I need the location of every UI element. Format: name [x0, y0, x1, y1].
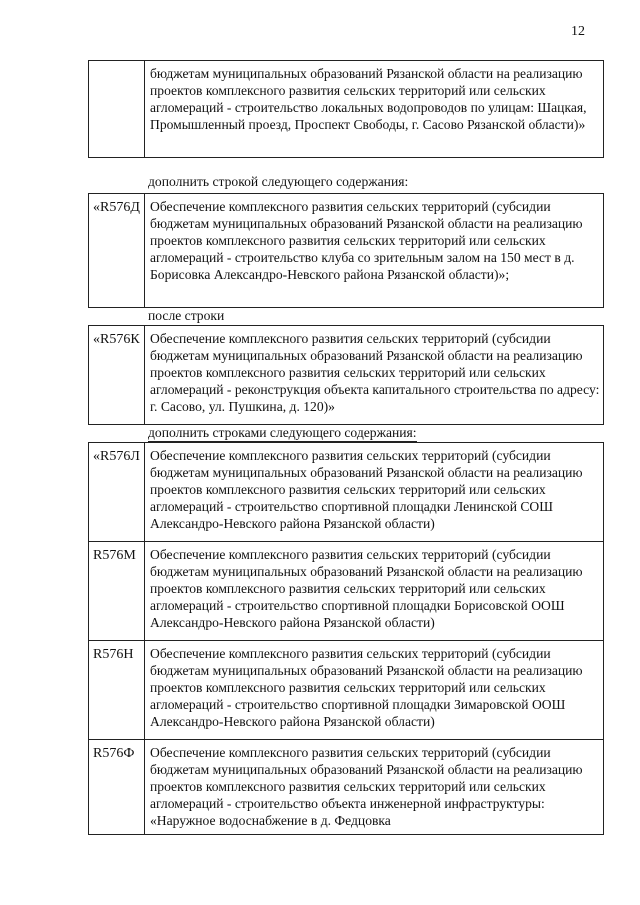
table-added-single [88, 193, 604, 308]
intro-add-row: дополнить строкой следующего содержания: [148, 174, 409, 189]
row-description: Обеспечение комплексного развития сельских территорий (субсидии бюджетам муниципальных образований Рязанской области на реализацию проектов комплексного развития сельских территорий или сельских агломераций - строительство объекта инженерной инфраструктуры: «Наружное водоснабжение в д. Федцовка [150, 745, 583, 828]
table-row [89, 739, 603, 834]
table-added-multiple [88, 442, 604, 835]
row-code: R576Н [89, 641, 145, 739]
table-row [89, 640, 603, 739]
row-description: Обеспечение комплексного развития сельских территорий (субсидии бюджетам муниципальных образований Рязанской области на реализацию проектов комплексного развития сельских территорий или сельских агломераций - строительство спортивной площадки Ленинской СОШ Александро-Невского района Рязанской области) [150, 448, 583, 531]
table-row [89, 326, 603, 424]
row-description: Обеспечение комплексного развития сельских территорий (субсидии бюджетам муниципальных образований Рязанской области на реализацию проектов комплексного развития сельских территорий или сельских агломераций - реконструкция объекта капитального строительства по адресу: г. Сасово, ул. Пушкина, д. 120)» [150, 331, 600, 414]
row-description: Обеспечение комплексного развития сельских территорий (субсидии бюджетам муниципальных образований Рязанской области на реализацию проектов комплексного развития сельских территорий или сельских агломераций - строительство клуба со зрительным залом на 150 мест в д. Борисовка Александро-Невского района Рязанской области)»; [150, 199, 583, 282]
table-row [89, 194, 603, 307]
row-description: Обеспечение комплексного развития сельских территорий (субсидии бюджетам муниципальных образований Рязанской области на реализацию проектов комплексного развития сельских территорий или сельских агломераций - строительство спортивной площадки Борисовской ООШ Александро-Невского района Рязанской области) [150, 547, 583, 630]
table-after [88, 325, 604, 425]
table-row [89, 541, 603, 640]
row-code: «R576Д [89, 194, 145, 307]
table-row [89, 443, 603, 541]
row-code: «R576К [89, 326, 145, 424]
row-description: бюджетам муниципальных образований Рязанской области на реализацию проектов комплексного развития сельских территорий или сельских агломераций - строительство локальных водопроводов по улицам: Шацкая, Промышленный проезд, Проспект Свободы, г. Сасово Рязанской области)» [150, 66, 587, 132]
row-code: R576Ф [89, 740, 145, 834]
intro-after-row: после строки [148, 308, 225, 323]
row-code [89, 61, 145, 157]
row-code: R576М [89, 542, 145, 640]
row-code: «R576Л [89, 443, 145, 541]
row-description: Обеспечение комплексного развития сельских территорий (субсидии бюджетам муниципальных образований Рязанской области на реализацию проектов комплексного развития сельских территорий или сельских агломераций - строительство спортивной площадки Зимаровской ООШ Александро-Невского района Рязанской области) [150, 646, 583, 729]
intro-add-rows: дополнить строками следующего содержания: [148, 425, 417, 440]
table-continued [88, 60, 604, 158]
table-row [89, 61, 603, 157]
page-number: 12 [571, 24, 585, 39]
